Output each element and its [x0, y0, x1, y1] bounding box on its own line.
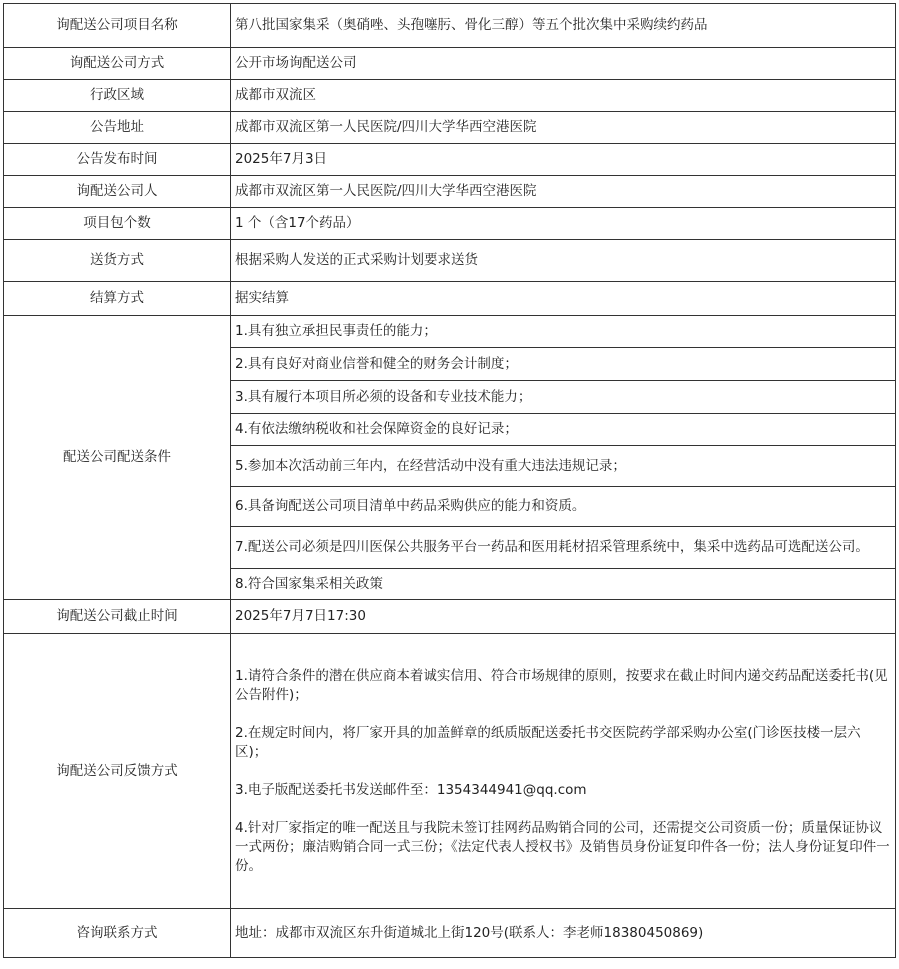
conditions-label: 配送公司配送条件	[4, 316, 231, 600]
contact-label: 咨询联系方式	[4, 909, 231, 958]
row-location	[4, 112, 896, 144]
deadline-label: 询配送公司截止时间	[4, 600, 231, 634]
settlement-value: 据实结算	[231, 282, 896, 316]
inquirer-value: 成都市双流区第一人民医院/四川大学华西空港医院	[231, 176, 896, 208]
condition-item: 3.具有履行本项目所必须的设备和专业技术能力；	[231, 381, 896, 414]
condition-item: 1.具有独立承担民事责任的能力；	[231, 316, 896, 348]
contact-value: 地址：成都市双流区东升街道城北上街120号(联系人：李老师18380450869)	[231, 909, 896, 958]
row-inquirer	[4, 176, 896, 208]
condition-item: 8.符合国家集采相关政策	[231, 569, 896, 600]
settlement-label: 结算方式	[4, 282, 231, 316]
feedback-step-1: 1.请符合条件的潜在供应商本着诚实信用、符合市场规律的原则，按要求在截止时间内递交药品配送委托书(见公告附件)；	[235, 667, 888, 703]
row-deadline	[4, 600, 896, 634]
delivery-value: 根据采购人发送的正式采购计划要求送货	[231, 240, 896, 282]
location-label: 公告地址	[4, 112, 231, 144]
deadline-value: 2025年7月7日17:30	[231, 600, 896, 634]
row-method	[4, 48, 896, 80]
condition-item: 7.配送公司必须是四川医保公共服务平台一药品和医用耗材招采管理系统中，集采中选药品可选配送公司。	[231, 527, 896, 569]
row-settlement	[4, 282, 896, 316]
package-count-value: 1 个（含17个药品）	[231, 208, 896, 240]
feedback-step-3: 3.电子版配送委托书发送邮件至：1354344941@qq.com	[235, 781, 587, 798]
row-package-count	[4, 208, 896, 240]
row-condition-1	[4, 316, 896, 348]
publish-time-label: 公告发布时间	[4, 144, 231, 176]
row-delivery	[4, 240, 896, 282]
row-contact	[4, 909, 896, 958]
project-name-value: 第八批国家集采（奥硝唑、头孢噻肟、骨化三醇）等五个批次集中采购续约药品	[231, 4, 896, 48]
condition-item: 5.参加本次活动前三年内，在经营活动中没有重大违法违规记录；	[231, 446, 896, 487]
delivery-label: 送货方式	[4, 240, 231, 282]
row-feedback	[4, 634, 896, 909]
feedback-step-4: 4.针对厂家指定的唯一配送且与我院未签订挂网药品购销合同的公司，还需提交公司资质一份；质量保证协议一式两份；廉洁购销合同一式三份；《法定代表人授权书》及销售员身份证复印件各一份；法人身份证复印件一份。	[235, 819, 890, 874]
region-label: 行政区域	[4, 80, 231, 112]
feedback-step-2: 2.在规定时间内，将厂家开具的加盖鲜章的纸质版配送委托书交医院药学部采购办公室(门诊医技楼一层六区)；	[235, 724, 861, 760]
package-count-label: 项目包个数	[4, 208, 231, 240]
condition-item: 2.具有良好对商业信誉和健全的财务会计制度；	[231, 348, 896, 381]
row-project-name	[4, 4, 896, 48]
region-value: 成都市双流区	[231, 80, 896, 112]
condition-item: 4.有依法缴纳税收和社会保障资金的良好记录；	[231, 414, 896, 446]
method-value: 公开市场询配送公司	[231, 48, 896, 80]
row-publish-time	[4, 144, 896, 176]
condition-item: 6.具备询配送公司项目清单中药品采购供应的能力和资质。	[231, 487, 896, 527]
inquirer-label: 询配送公司人	[4, 176, 231, 208]
row-region	[4, 80, 896, 112]
publish-time-value: 2025年7月3日	[231, 144, 896, 176]
location-value: 成都市双流区第一人民医院/四川大学华西空港医院	[231, 112, 896, 144]
project-name-label: 询配送公司项目名称	[4, 4, 231, 48]
feedback-label: 询配送公司反馈方式	[4, 634, 231, 909]
announcement-table	[3, 3, 896, 958]
method-label: 询配送公司方式	[4, 48, 231, 80]
feedback-value	[231, 634, 896, 909]
